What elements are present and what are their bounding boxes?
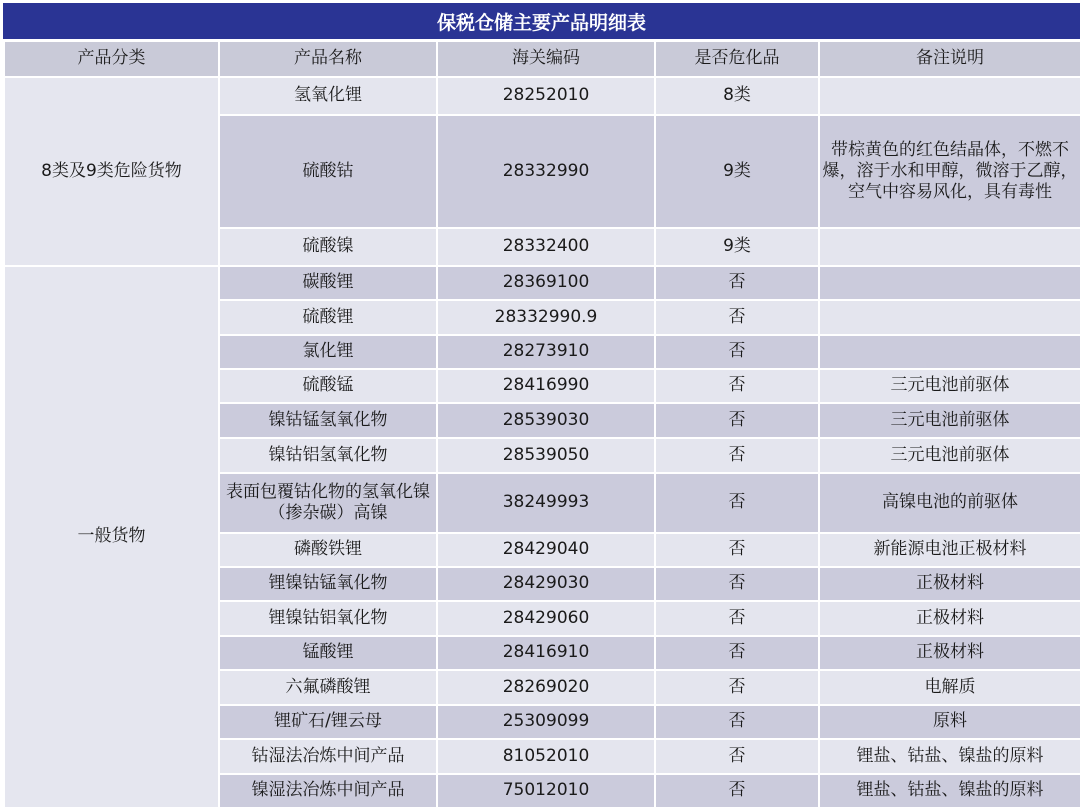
hazard-flag: 否: [655, 335, 819, 369]
product-table: [3, 40, 1080, 809]
product-name: 氯化锂: [219, 335, 437, 369]
customs-code: 28539050: [437, 438, 655, 473]
table-row: [4, 266, 1080, 300]
hazard-flag: 否: [655, 774, 819, 808]
customs-code: 28332400: [437, 228, 655, 266]
table-title: 保税仓储主要产品明细表: [3, 3, 1080, 39]
hazard-flag: 否: [655, 670, 819, 705]
hazard-flag: 否: [655, 533, 819, 567]
product-name: 硫酸锂: [219, 300, 437, 335]
product-name: 镍钴铝氢氧化物: [219, 438, 437, 473]
hazard-flag: 否: [655, 567, 819, 601]
remark: 正极材料: [819, 601, 1080, 636]
remark: 正极材料: [819, 636, 1080, 670]
remark: 正极材料: [819, 567, 1080, 601]
remark: 高镍电池的前驱体: [819, 473, 1080, 533]
customs-code: 28429030: [437, 567, 655, 601]
product-name: 镍湿法冶炼中间产品: [219, 774, 437, 808]
product-name: 锰酸锂: [219, 636, 437, 670]
product-name: 硫酸镍: [219, 228, 437, 266]
hazard-flag: 否: [655, 403, 819, 438]
hazard-flag: 9类: [655, 115, 819, 228]
customs-code: 75012010: [437, 774, 655, 808]
remark: [819, 300, 1080, 335]
remark: 三元电池前驱体: [819, 403, 1080, 438]
customs-code: 28332990.9: [437, 300, 655, 335]
remark: 电解质: [819, 670, 1080, 705]
customs-code: 28269020: [437, 670, 655, 705]
product-name: 氢氧化锂: [219, 77, 437, 115]
header-category: 产品分类: [4, 41, 219, 77]
customs-code: 28252010: [437, 77, 655, 115]
hazard-flag: 8类: [655, 77, 819, 115]
hazard-flag: 否: [655, 705, 819, 739]
product-name: 钴湿法冶炼中间产品: [219, 739, 437, 774]
hazard-flag: 否: [655, 636, 819, 670]
customs-code: 28273910: [437, 335, 655, 369]
product-name: 镍钴锰氢氧化物: [219, 403, 437, 438]
header-hazardous: 是否危化品: [655, 41, 819, 77]
hazard-flag: 否: [655, 438, 819, 473]
customs-code: 38249993: [437, 473, 655, 533]
remark: 锂盐、钴盐、镍盐的原料: [819, 739, 1080, 774]
product-name: 硫酸锰: [219, 369, 437, 403]
customs-code: 28416990: [437, 369, 655, 403]
hazard-flag: 否: [655, 369, 819, 403]
remark: 三元电池前驱体: [819, 369, 1080, 403]
product-name: 碳酸锂: [219, 266, 437, 300]
remark: [819, 77, 1080, 115]
product-name: 锂矿石/锂云母: [219, 705, 437, 739]
hazard-flag: 否: [655, 601, 819, 636]
remark: [819, 266, 1080, 300]
header-product-name: 产品名称: [219, 41, 437, 77]
header-customs-code: 海关编码: [437, 41, 655, 77]
product-name: 表面包覆钴化物的氢氧化镍（掺杂碳）高镍: [219, 473, 437, 533]
remark: 三元电池前驱体: [819, 438, 1080, 473]
customs-code: 28429060: [437, 601, 655, 636]
product-name: 六氟磷酸锂: [219, 670, 437, 705]
remark: [819, 228, 1080, 266]
hazard-flag: 否: [655, 266, 819, 300]
remark: 带棕黄色的红色结晶体，不燃不爆，溶于水和甲醇，微溶于乙醇，空气中容易风化，具有毒性: [819, 115, 1080, 228]
remark: 新能源电池正极材料: [819, 533, 1080, 567]
customs-code: 25309099: [437, 705, 655, 739]
hazard-flag: 否: [655, 473, 819, 533]
customs-code: 81052010: [437, 739, 655, 774]
table-row: [4, 77, 1080, 115]
remark: 原料: [819, 705, 1080, 739]
product-name: 锂镍钴铝氧化物: [219, 601, 437, 636]
product-name: 磷酸铁锂: [219, 533, 437, 567]
hazard-flag: 9类: [655, 228, 819, 266]
category-cell: 8类及9类危险货物: [4, 77, 219, 266]
product-name: 锂镍钴锰氧化物: [219, 567, 437, 601]
hazard-flag: 否: [655, 300, 819, 335]
header-row: [4, 41, 1080, 77]
customs-code: 28332990: [437, 115, 655, 228]
product-name: 硫酸钴: [219, 115, 437, 228]
remark: 锂盐、钴盐、镍盐的原料: [819, 774, 1080, 808]
customs-code: 28369100: [437, 266, 655, 300]
category-cell: 一般货物: [4, 266, 219, 808]
header-remarks: 备注说明: [819, 41, 1080, 77]
hazard-flag: 否: [655, 739, 819, 774]
customs-code: 28429040: [437, 533, 655, 567]
customs-code: 28416910: [437, 636, 655, 670]
remark: [819, 335, 1080, 369]
customs-code: 28539030: [437, 403, 655, 438]
